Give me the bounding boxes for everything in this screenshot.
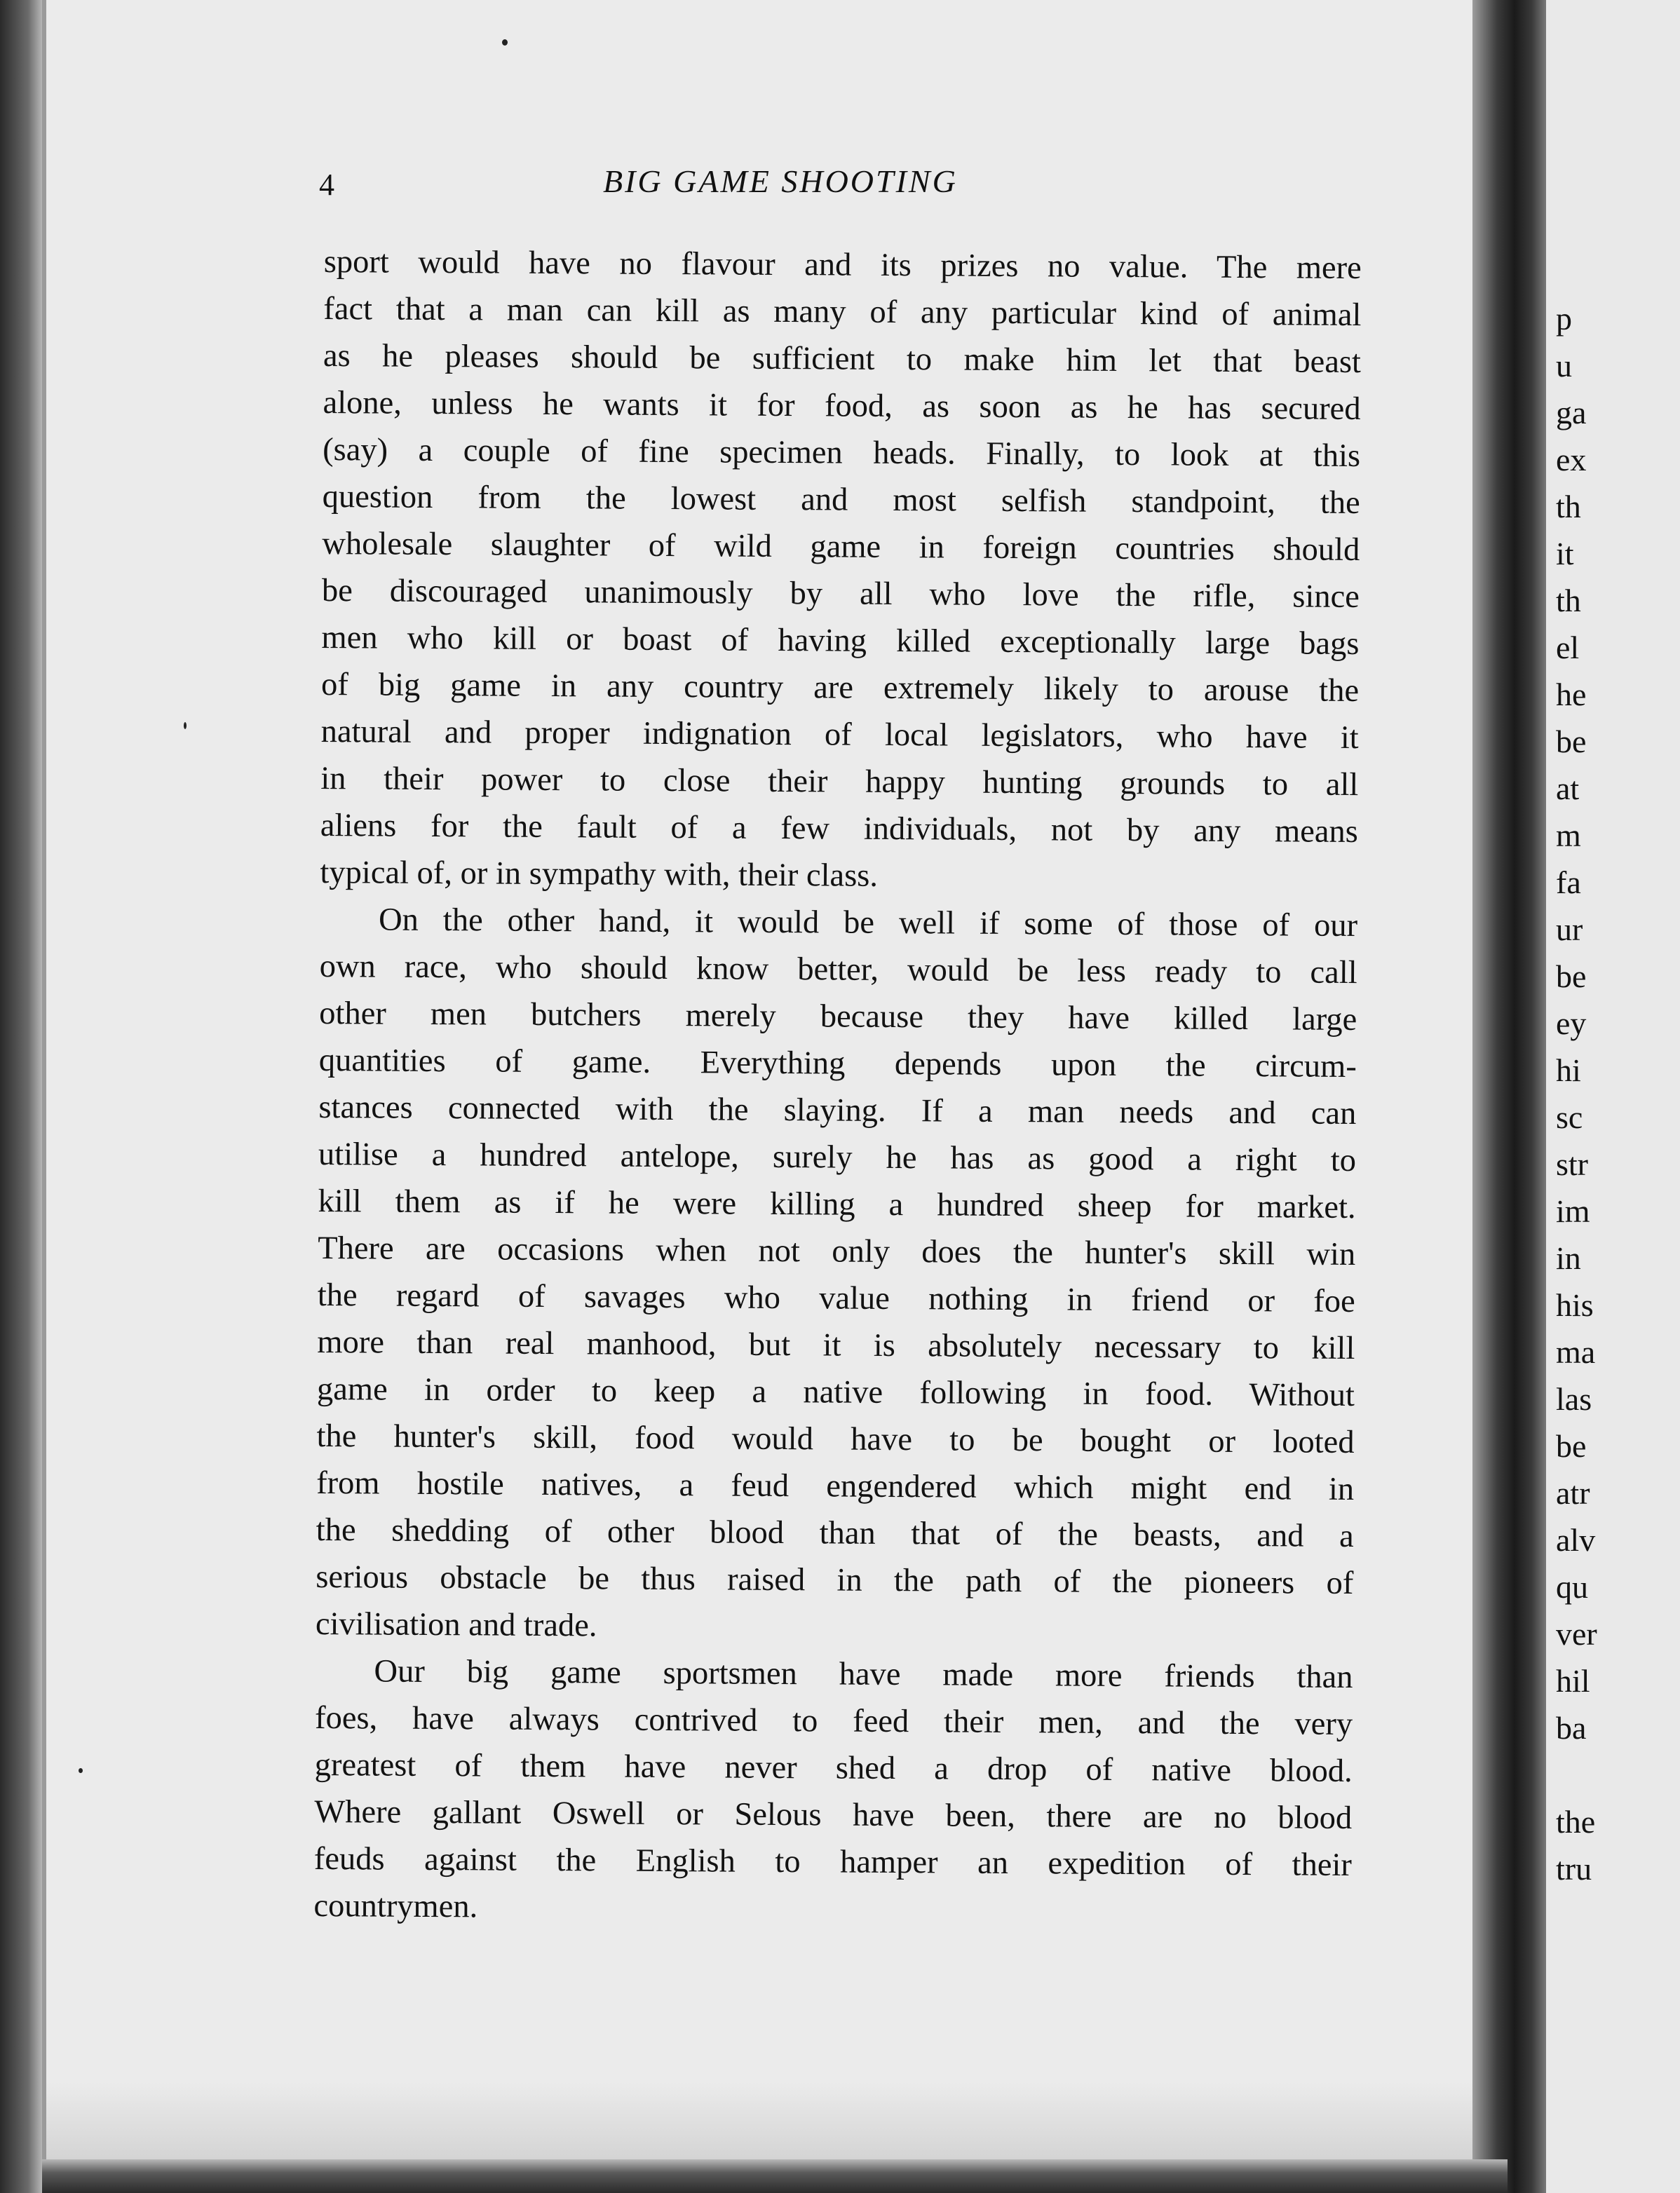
- facing-page-fragment: ey: [1556, 1005, 1587, 1041]
- facing-page-fragment: alv: [1556, 1522, 1596, 1558]
- facing-page-fragment: qu: [1556, 1569, 1588, 1605]
- facing-page-fragment: it: [1556, 536, 1574, 571]
- text-line: greatest of them have never shed a drop of native blood.: [314, 1746, 1353, 1789]
- text-line: sport would have no flavour and its prizes no value. The mere: [323, 243, 1362, 287]
- text-line: question from the lowest and most selfish standpoint, the: [322, 478, 1360, 522]
- facing-page-fragment: ma: [1556, 1334, 1596, 1370]
- text-line: alone, unless he wants it for food, as soon as he has secured: [323, 384, 1361, 428]
- text-line: (say) a couple of fine specimen heads. Finally, to look at this: [323, 431, 1361, 475]
- text-line: stances connected with the slaying. If a man needs and can: [318, 1089, 1357, 1132]
- facing-page-fragment: his: [1556, 1287, 1594, 1323]
- text-line: the hunter's skill, food would have to be bought or looted: [316, 1418, 1355, 1461]
- facing-page-fragment: fa: [1556, 864, 1581, 900]
- facing-page-fragment: las: [1556, 1381, 1592, 1417]
- body-text: [313, 238, 1362, 1936]
- scan-speck: [502, 39, 508, 46]
- facing-page-fragment: ba: [1556, 1710, 1587, 1746]
- facing-page-fragment: at: [1556, 770, 1580, 806]
- text-line: men who kill or boast of having killed exceptionally large bags: [321, 619, 1360, 663]
- facing-page-fragment: p: [1556, 301, 1572, 337]
- text-line: natural and proper indignation of local legislators, who have it: [320, 713, 1359, 756]
- text-line: other men butchers merely because they have killed large: [319, 995, 1357, 1038]
- text-line: of big game in any country are extremely likely to arouse the: [320, 666, 1360, 710]
- facing-page-fragment: in: [1556, 1240, 1581, 1276]
- facing-page-fragment: hil: [1556, 1663, 1590, 1699]
- facing-page-fragment: be: [1556, 958, 1587, 994]
- facing-page-fragment: str: [1556, 1146, 1588, 1182]
- text-line: countrymen.: [313, 1887, 478, 1925]
- facing-page-fragment: th: [1556, 489, 1581, 524]
- text-line: quantities of game. Everything depends upon the circum-: [318, 1042, 1357, 1085]
- page-number: 4: [319, 168, 334, 202]
- facing-page-fragment: tru: [1556, 1851, 1592, 1887]
- facing-page-fragment: hi: [1556, 1052, 1581, 1088]
- text-line: in their power to close their happy hunting grounds to all: [320, 760, 1359, 803]
- facing-page-fragment: th: [1556, 583, 1581, 618]
- text-line: fact that a man can kill as many of any particular kind of animal: [323, 290, 1362, 334]
- scan-speck: [79, 1768, 83, 1773]
- facing-page-fragment: he: [1556, 677, 1587, 712]
- bottom-page-edge: [42, 2159, 1508, 2193]
- scan-speck: [184, 722, 187, 729]
- text-line: Our big game sportsmen have made more friends than: [374, 1653, 1353, 1696]
- facing-page-fragment: ur: [1556, 911, 1583, 947]
- facing-page-fragment: ver: [1556, 1616, 1597, 1652]
- text-line: feuds against the English to hamper an expedition of their: [313, 1840, 1353, 1883]
- facing-page-fragment: im: [1556, 1193, 1590, 1229]
- facing-page-fragment: u: [1556, 348, 1572, 383]
- facing-page-fragment: sc: [1556, 1099, 1583, 1135]
- text-line: There are occasions when not only does the hunter's skill win: [318, 1230, 1356, 1273]
- text-line: kill them as if he were killing a hundred sheep for market.: [318, 1183, 1356, 1226]
- text-line: utilise a hundred antelope, surely he has as good a right to: [318, 1136, 1357, 1179]
- text-line: civilisation and trade.: [315, 1605, 597, 1644]
- text-line: wholesale slaughter of wild game in foreign countries should: [322, 525, 1360, 569]
- facing-page-fragment: the: [1556, 1804, 1596, 1840]
- text-line: typical of, or in sympathy with, their class.: [320, 854, 879, 894]
- facing-page-fragment: ex: [1556, 442, 1587, 477]
- facing-page-fragment: el: [1556, 630, 1580, 665]
- text-line: as he pleases should be sufficient to make him let that beast: [323, 337, 1362, 381]
- text-line: aliens for the fault of a few individuals, not by any means: [320, 807, 1359, 850]
- text-line: more than real manhood, but it is absolutely necessary to kill: [317, 1324, 1355, 1367]
- text-line: On the other hand, it would be well if some of those of our: [378, 902, 1358, 944]
- text-line: the shedding of other blood than that of the beasts, and a: [316, 1512, 1354, 1555]
- text-line: game in order to keep a native following in food. Without: [316, 1371, 1355, 1414]
- facing-page-fragment: atr: [1556, 1475, 1590, 1511]
- gutter-shadow: [1472, 0, 1550, 2193]
- facing-page-fragment: be: [1556, 1428, 1587, 1464]
- text-line: serious obstacle be thus raised in the path of the pioneers of: [316, 1559, 1354, 1602]
- text-line: foes, have always contrived to feed their men, and the very: [314, 1699, 1353, 1743]
- text-line: from hostile natives, a feud engendered which might end in: [316, 1465, 1355, 1508]
- text-line: be discouraged unanimously by all who love the rifle, since: [321, 572, 1360, 616]
- text-line: the regard of savages who value nothing in friend or foe: [317, 1277, 1355, 1320]
- text-line: Where gallant Oswell or Selous have been, there are no blood: [314, 1793, 1353, 1836]
- facing-page-fragment: m: [1556, 817, 1581, 853]
- facing-page-fragment: be: [1556, 724, 1587, 759]
- facing-page-fragment: ga: [1556, 395, 1587, 430]
- facing-page: [1546, 0, 1680, 2193]
- text-line: own race, who should know better, would be less ready to call: [319, 948, 1357, 991]
- running-head: BIG GAME SHOOTING: [603, 163, 958, 199]
